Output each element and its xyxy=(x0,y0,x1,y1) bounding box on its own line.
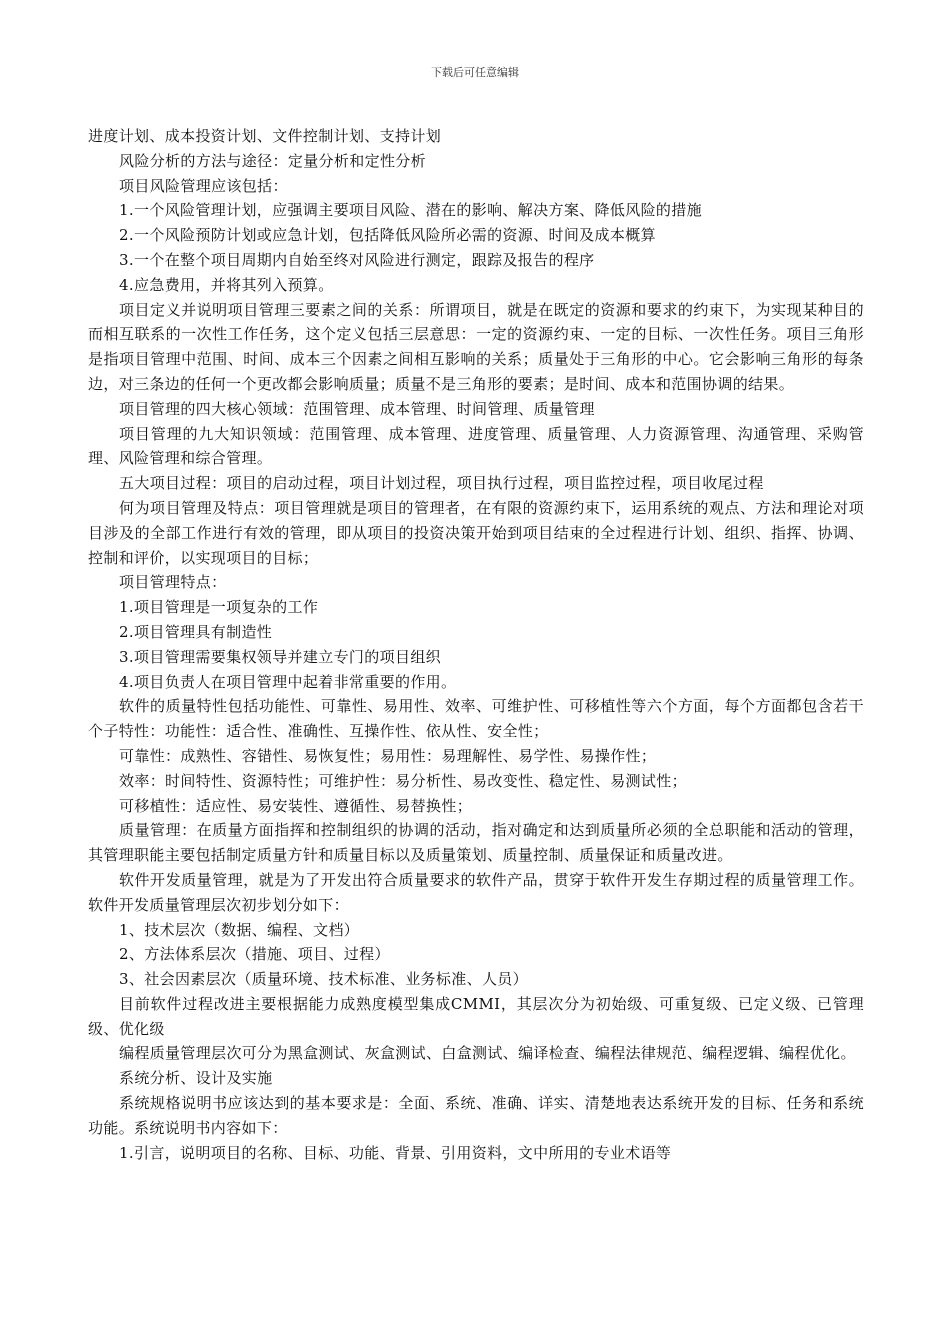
paragraph: 风险分析的方法与途径：定量分析和定性分析 xyxy=(119,151,427,170)
paragraph: 项目管理的九大知识领域：范围管理、成本管理、进度管理、质量管理、人力资源管理、沟通管理、采购管理、风险管理和综合管理。 xyxy=(88,424,864,468)
list-item: 1、技术层次（数据、编程、文档） xyxy=(119,920,360,939)
paragraph: 项目定义并说明项目管理三要素之间的关系：所谓项目，就是在既定的资源和要求的约束下，为实现某种目的而相互联系的一次性工作任务，这个定义包括三层意思：一定的资源约束、一定的目标、一次性任务。项目三角形是指项目管理中范围、时间、成本三个因素之间相互影响的关系；质量处于三角形的中心。它会影响三角形的每条边，对三条边的任何一个更改都会影响质量；质量不是三角形的要素；是时间、成本和范围协调的结果。 xyxy=(88,300,864,393)
list-item: 1.项目管理是一项复杂的工作 xyxy=(119,598,319,617)
paragraph: 进度计划、成本投资计划、文件控制计划、支持计划 xyxy=(88,127,442,145)
list-item: 3、社会因素层次（质量环境、技术标准、业务标准、人员） xyxy=(119,970,528,989)
list-item: 4.应急费用，并将其列入预算。 xyxy=(119,275,334,294)
paragraph: 软件开发质量管理，就是为了开发出符合质量要求的软件产品，贯穿于软件开发生存期过程的质量管理工作。软件开发质量管理层次初步划分如下： xyxy=(88,870,864,914)
paragraph: 软件的质量特性包括功能性、可靠性、易用性、效率、可维护性、可移植性等六个方面，每个方面都包含若干个子特性：功能性：适合性、准确性、互操作性、依从性、安全性； xyxy=(88,697,864,741)
paragraph: 五大项目过程：项目的启动过程，项目计划过程，项目执行过程，项目监控过程，项目收尾过程 xyxy=(119,474,764,493)
list-item: 1.引言，说明项目的名称、目标、功能、背景、引用资料，文中所用的专业术语等 xyxy=(119,1143,672,1162)
paragraph: 何为项目管理及特点：项目管理就是项目的管理者，在有限的资源约束下，运用系统的观点、方法和理论对项目涉及的全部工作进行有效的管理，即从项目的投资决策开始到项目结束的全过程进行计划、组织、指挥、协调、控制和评价，以实现项目的目标； xyxy=(88,498,864,567)
paragraph: 项目管理特点： xyxy=(119,573,227,592)
list-item: 1.一个风险管理计划，应强调主要项目风险、潜在的影响、解决方案、降低风险的措施 xyxy=(119,201,702,220)
paragraph: 可移植性：适应性、易安装性、遵循性、易替换性； xyxy=(119,796,473,815)
list-item: 2.一个风险预防计划或应急计划，包括降低风险所必需的资源、时间及成本概算 xyxy=(119,226,656,245)
list-item: 2、方法体系层次（措施、项目、过程） xyxy=(119,945,390,964)
paragraph: 目前软件过程改进主要根据能力成熟度模型集成CMMI，其层次分为初始级、可重复级、已定义级、已管理级、优化级 xyxy=(88,994,864,1038)
list-item: 4.项目负责人在项目管理中起着非常重要的作用。 xyxy=(119,672,457,691)
paragraph: 项目管理的四大核心领域：范围管理、成本管理、时间管理、质量管理 xyxy=(119,399,595,418)
list-item: 3.一个在整个项目周期内自始至终对风险进行测定，跟踪及报告的程序 xyxy=(119,250,595,269)
paragraph: 项目风险管理应该包括： xyxy=(119,176,288,195)
paragraph: 系统规格说明书应该达到的基本要求是：全面、系统、准确、详实、清楚地表达系统开发的目标、任务和系统功能。系统说明书内容如下： xyxy=(88,1094,864,1137)
list-item: 3.项目管理需要集权领导并建立专门的项目组织 xyxy=(119,647,442,666)
section-heading: 系统分析、设计及实施 xyxy=(119,1069,273,1088)
paragraph: 质量管理：在质量方面指挥和控制组织的协调的活动，指对确定和达到质量所必须的全总职能和活动的管理，其管理职能主要包括制定质量方针和质量目标以及质量策划、质量控制、质量保证和质量改进。 xyxy=(88,821,864,865)
document-body xyxy=(88,124,864,1165)
page-header: 下载后可任意编辑 xyxy=(431,66,519,79)
paragraph: 效率：时间特性、资源特性；可维护性：易分析性、易改变性、稳定性、易测试性； xyxy=(119,771,687,790)
paragraph: 可靠性：成熟性、容错性、易恢复性；易用性：易理解性、易学性、易操作性； xyxy=(119,746,657,765)
list-item: 2.项目管理具有制造性 xyxy=(119,622,273,641)
paragraph: 编程质量管理层次可分为黑盒测试、灰盒测试、白盒测试、编译检查、编程法律规范、编程逻辑、编程优化。 xyxy=(119,1044,856,1063)
